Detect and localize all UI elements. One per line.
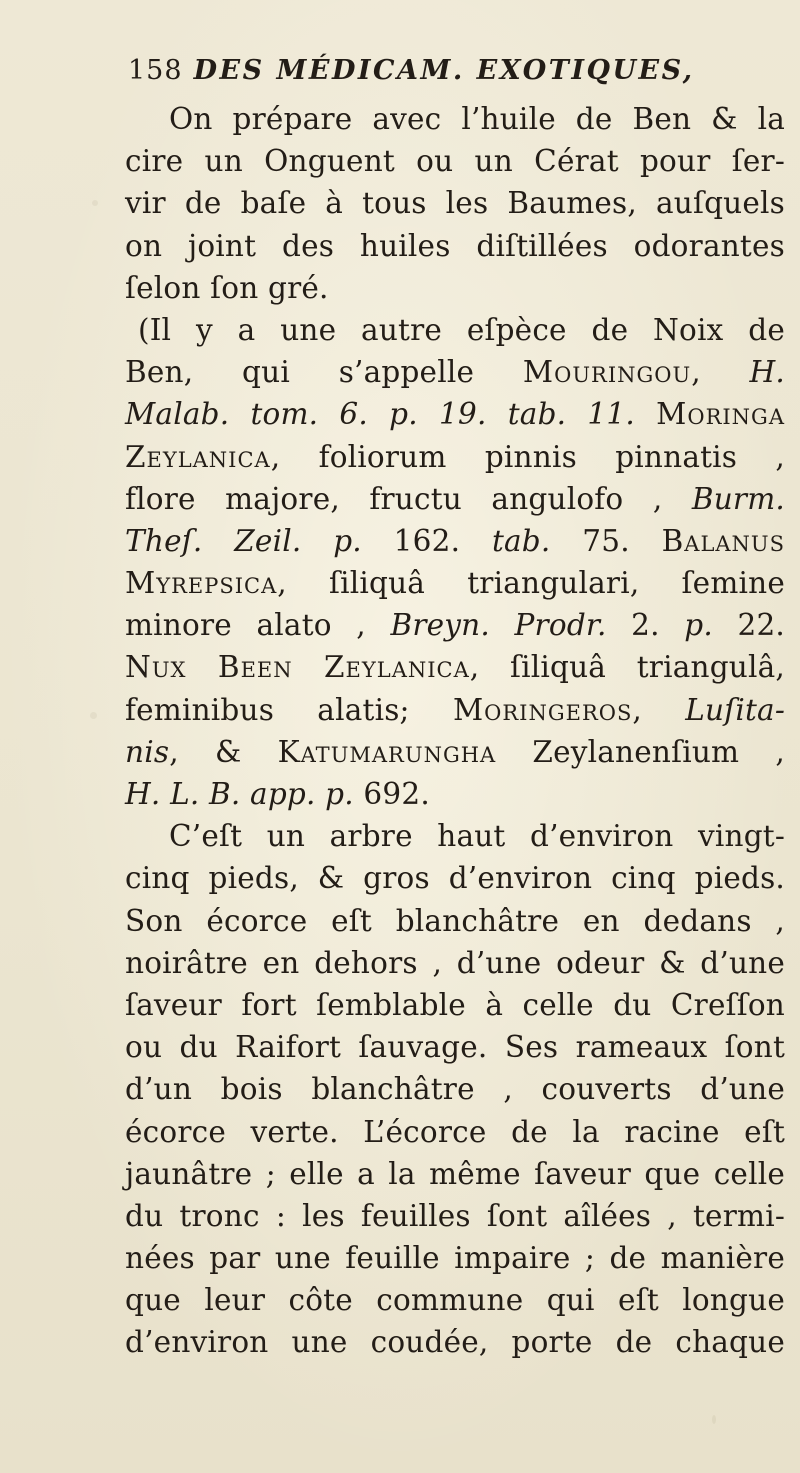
text-line bbox=[125, 646, 785, 688]
text-line bbox=[125, 1111, 785, 1153]
italic-text: Breyn. Prodr. bbox=[390, 608, 607, 643]
small-caps-text: Balanus bbox=[661, 523, 786, 558]
text-segment bbox=[635, 397, 656, 431]
text-line bbox=[125, 1321, 785, 1363]
text-segment: On prépare avec l’huile de Ben & la bbox=[169, 102, 785, 136]
text-segment: cinq pieds, & gros d’environ cinq pieds. bbox=[125, 861, 785, 896]
text-line bbox=[125, 478, 785, 520]
text-segment: on joint des huiles diſtillées odorantes bbox=[125, 228, 785, 263]
paper-speck bbox=[90, 712, 97, 719]
text-segment: 75. bbox=[550, 523, 662, 558]
running-title: DES MÉDICAM. EXOTIQUES, bbox=[193, 55, 695, 86]
text-line bbox=[125, 520, 785, 562]
text-line bbox=[125, 1153, 785, 1195]
small-caps-text: Nux Been Zeylanica bbox=[125, 650, 470, 685]
text-segment: 692. bbox=[353, 777, 430, 811]
text-segment: Ben, qui s’appelle bbox=[125, 355, 523, 390]
italic-text: Luſita- bbox=[685, 692, 785, 727]
text-segment: flore majore, fructu angulofo , bbox=[125, 481, 692, 516]
text-line bbox=[125, 731, 785, 773]
text-segment: C’eſt un arbre haut d’environ vingt- bbox=[169, 819, 785, 854]
text-segment: du tronc : les feuilles ſont aîlées , termi- bbox=[125, 1198, 785, 1233]
text-segment: , ſiliquâ triangulari, ſemine bbox=[277, 566, 785, 601]
italic-text: tab. bbox=[491, 523, 551, 558]
text-segment: , foliorum pinnis pinnatis , bbox=[270, 439, 785, 474]
text-line bbox=[125, 1026, 785, 1068]
text-segment: cire un Onguent ou un Cérat pour ſer- bbox=[125, 144, 785, 179]
text-segment: , bbox=[691, 355, 750, 390]
small-caps-text: Moringa bbox=[656, 397, 786, 432]
text-line bbox=[125, 942, 785, 984]
text-segment: , & bbox=[169, 734, 278, 769]
italic-text: p. bbox=[684, 608, 713, 643]
text-segment: noirâtre en dehors , d’une odeur & d’une bbox=[125, 945, 785, 980]
italic-text: Theſ. Zeil. p. bbox=[125, 523, 362, 558]
text-segment: feminibus alatis; bbox=[125, 692, 453, 727]
text-line bbox=[125, 773, 785, 815]
text-line bbox=[125, 900, 785, 942]
text-segment: ſaveur fort ſemblable à celle du Creſſon bbox=[125, 987, 785, 1022]
italic-text: Malab. tom. 6. p. 19. tab. 11. bbox=[125, 397, 635, 432]
text-segment: minore alato , bbox=[125, 608, 391, 643]
text-line bbox=[125, 984, 785, 1026]
text-line bbox=[125, 1279, 785, 1321]
text-line bbox=[125, 182, 785, 224]
italic-text: H. bbox=[749, 355, 786, 390]
italic-text: Burm. bbox=[691, 481, 785, 516]
text-segment: , ſiliquâ triangulâ, bbox=[469, 650, 785, 685]
text-segment: nées par une feuille impaire ; de manière bbox=[125, 1241, 785, 1276]
text-line bbox=[125, 267, 785, 309]
text-line bbox=[125, 351, 785, 393]
text-segment: vir de baſe à tous les Baumes, auſquels bbox=[125, 186, 785, 221]
text-segment: d’environ une coudée, porte de chaque bbox=[125, 1325, 785, 1360]
running-header bbox=[128, 55, 728, 93]
text-line bbox=[125, 309, 785, 351]
text-segment: Son écorce eſt blanchâtre en dedans , bbox=[125, 903, 785, 938]
text-segment: Zeylanenſium , bbox=[496, 734, 785, 769]
small-caps-text: Mouringou bbox=[522, 355, 692, 390]
text-line bbox=[125, 562, 785, 604]
text-segment: 2. bbox=[606, 608, 685, 643]
text-line bbox=[125, 140, 785, 182]
text-line bbox=[125, 98, 785, 140]
small-caps-text: Myrepsica bbox=[125, 566, 278, 601]
text-segment: (Il y a une autre eſpèce de Noix de bbox=[138, 312, 785, 347]
text-segment: que leur côte commune qui eſt longue bbox=[125, 1283, 785, 1318]
text-segment: 22. bbox=[712, 608, 786, 643]
italic-text: H. L. B. app. p. bbox=[125, 777, 354, 811]
text-line bbox=[125, 857, 785, 899]
text-segment: jaunâtre ; elle a la même ſaveur que celle bbox=[125, 1156, 785, 1191]
text-line bbox=[125, 436, 785, 478]
paper-speck bbox=[92, 200, 98, 206]
text-segment: 162. bbox=[361, 523, 492, 558]
text-segment: ſelon ſon gré. bbox=[125, 270, 329, 305]
text-segment: , bbox=[632, 692, 686, 727]
text-line bbox=[125, 1068, 785, 1110]
text-segment: écorce verte. L’écorce de la racine eſt bbox=[125, 1114, 785, 1149]
text-line bbox=[125, 689, 785, 731]
text-segment: d’un bois blanchâtre , couverts d’une bbox=[125, 1072, 785, 1107]
text-line bbox=[125, 1195, 785, 1237]
italic-text: nis bbox=[125, 734, 170, 769]
text-line bbox=[125, 604, 785, 646]
text-line bbox=[125, 393, 785, 435]
text-segment: ou du Raifort ſauvage. Ses rameaux ſont bbox=[125, 1030, 785, 1065]
paper-speck bbox=[712, 1415, 716, 1424]
text-line bbox=[125, 225, 785, 267]
text-line bbox=[125, 815, 785, 857]
page-number: 158 bbox=[128, 55, 183, 86]
body-text bbox=[125, 98, 785, 1364]
text-line bbox=[125, 1237, 785, 1279]
small-caps-text: Zeylanica bbox=[125, 439, 271, 474]
small-caps-text: Moringeros bbox=[452, 692, 633, 727]
small-caps-text: Katumarungha bbox=[277, 734, 497, 769]
